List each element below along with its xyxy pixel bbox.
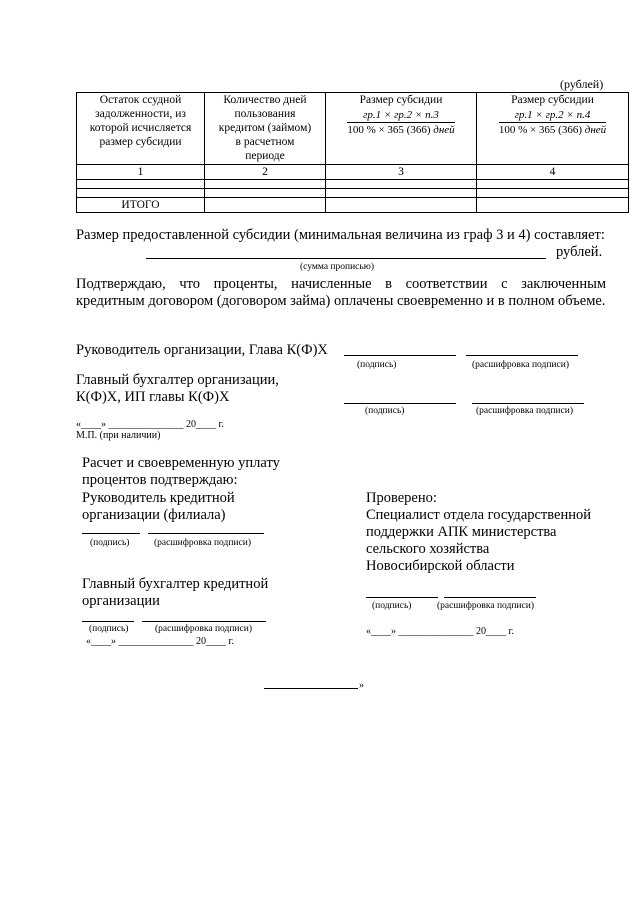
signer1-decode-caption: (расшифровка подписи) bbox=[472, 360, 569, 370]
signer1-decode-line bbox=[466, 355, 578, 356]
table-header-row bbox=[77, 93, 629, 165]
stamp-label: М.П. (при наличии) bbox=[76, 430, 161, 441]
ministry-decode-line bbox=[444, 597, 536, 598]
signer1-sign-line bbox=[344, 355, 456, 356]
header-days: Количество дней пользования кредитом (займом) в расчетном периоде bbox=[205, 93, 326, 165]
ministry-sign-caption: (подпись) bbox=[372, 601, 412, 611]
subsidy-suffix: рублей. bbox=[556, 244, 603, 260]
signer2-decode-line bbox=[472, 403, 584, 404]
bank-head-decode-line bbox=[148, 533, 264, 534]
subsidy-table bbox=[76, 92, 629, 213]
date-line-2: «____» _______________ 20____ г. bbox=[86, 636, 234, 647]
signer1-label: Руководитель организации, Глава К(Ф)Х bbox=[76, 342, 328, 358]
signer2-sign-line bbox=[344, 403, 456, 404]
units-label: (рублей) bbox=[560, 77, 604, 91]
amount-caption: (сумма прописью) bbox=[300, 262, 374, 272]
bank-head-sign-caption: (подпись) bbox=[90, 538, 130, 548]
bank-head-decode-caption: (расшифровка подписи) bbox=[154, 538, 251, 548]
bank-acc-decode-caption: (расшифровка подписи) bbox=[155, 624, 252, 634]
closing-line bbox=[264, 688, 358, 689]
bank-acc-sign-caption: (подпись) bbox=[89, 624, 129, 634]
signer2-sign-caption: (подпись) bbox=[365, 406, 405, 416]
closing-quote: » bbox=[359, 680, 364, 691]
date-line-1: «____» _______________ 20____ г. bbox=[76, 419, 224, 430]
signer1-sign-caption: (подпись) bbox=[357, 360, 397, 370]
bank-head-label: Руководитель кредитной организации (филиала) bbox=[82, 490, 235, 523]
subsidy-paragraph: Размер предоставленной субсидии (минимальная величина из граф 3 и 4) составляет: bbox=[76, 227, 605, 243]
ministry-label: Специалист отдела государственной поддержки АПК министерства сельского хозяйства Новосибирской области bbox=[366, 507, 591, 574]
table-number-row: 1 2 3 4 bbox=[77, 165, 629, 180]
table-row bbox=[77, 189, 629, 198]
bank-acc-decode-line bbox=[142, 621, 266, 622]
signer2-decode-caption: (расшифровка подписи) bbox=[476, 406, 573, 416]
table-row bbox=[77, 180, 629, 189]
formula-3: $\frac{гр.1 \times гр.2 \times п.3}{\text{100 \% × 365 (366) дней}}$ bbox=[347, 109, 455, 136]
ministry-sign-line bbox=[366, 597, 438, 598]
bank-acc-sign-line bbox=[82, 621, 134, 622]
signer2-label: Главный бухгалтер организации, К(Ф)Х, ИП главы К(Ф)Х bbox=[76, 372, 279, 405]
ministry-decode-caption: (расшифровка подписи) bbox=[437, 601, 534, 611]
bank-accountant-label: Главный бухгалтер кредитной организации bbox=[82, 576, 269, 609]
formula-4: $\frac{гр.1 \times гр.2 \times п.4}{\text{100 \% × 365 (366) дней}}$ bbox=[498, 109, 607, 136]
bank-head-sign-line bbox=[82, 533, 140, 534]
bank-confirm-label: Расчет и своевременную уплату процентов подтверждаю: bbox=[82, 455, 280, 488]
header-subsidy-3: Размер субсидии $\frac{гр.1 \times гр.2 \times п.3}{\text{100 \% × 365 (366) дней}}$ bbox=[326, 93, 477, 165]
header-balance: Остаток ссудной задолженности, из которой исчисляется размер субсидии bbox=[77, 93, 205, 165]
date-line-3: «____» _______________ 20____ г. bbox=[366, 626, 514, 637]
table-total-row: ИТОГО bbox=[77, 198, 629, 213]
amount-line bbox=[146, 258, 546, 259]
header-subsidy-4: Размер субсидии $\frac{гр.1 \times гр.2 \times п.4}{\text{100 \% × 365 (366) дней}}$ bbox=[477, 93, 629, 165]
checked-label: Проверено: bbox=[366, 490, 437, 506]
confirm-paragraph: Подтверждаю, что проценты, начисленные в соответствии с заключенным кредитным договором (договором займа) оплачены своевременно и в полном объеме. bbox=[76, 276, 606, 309]
